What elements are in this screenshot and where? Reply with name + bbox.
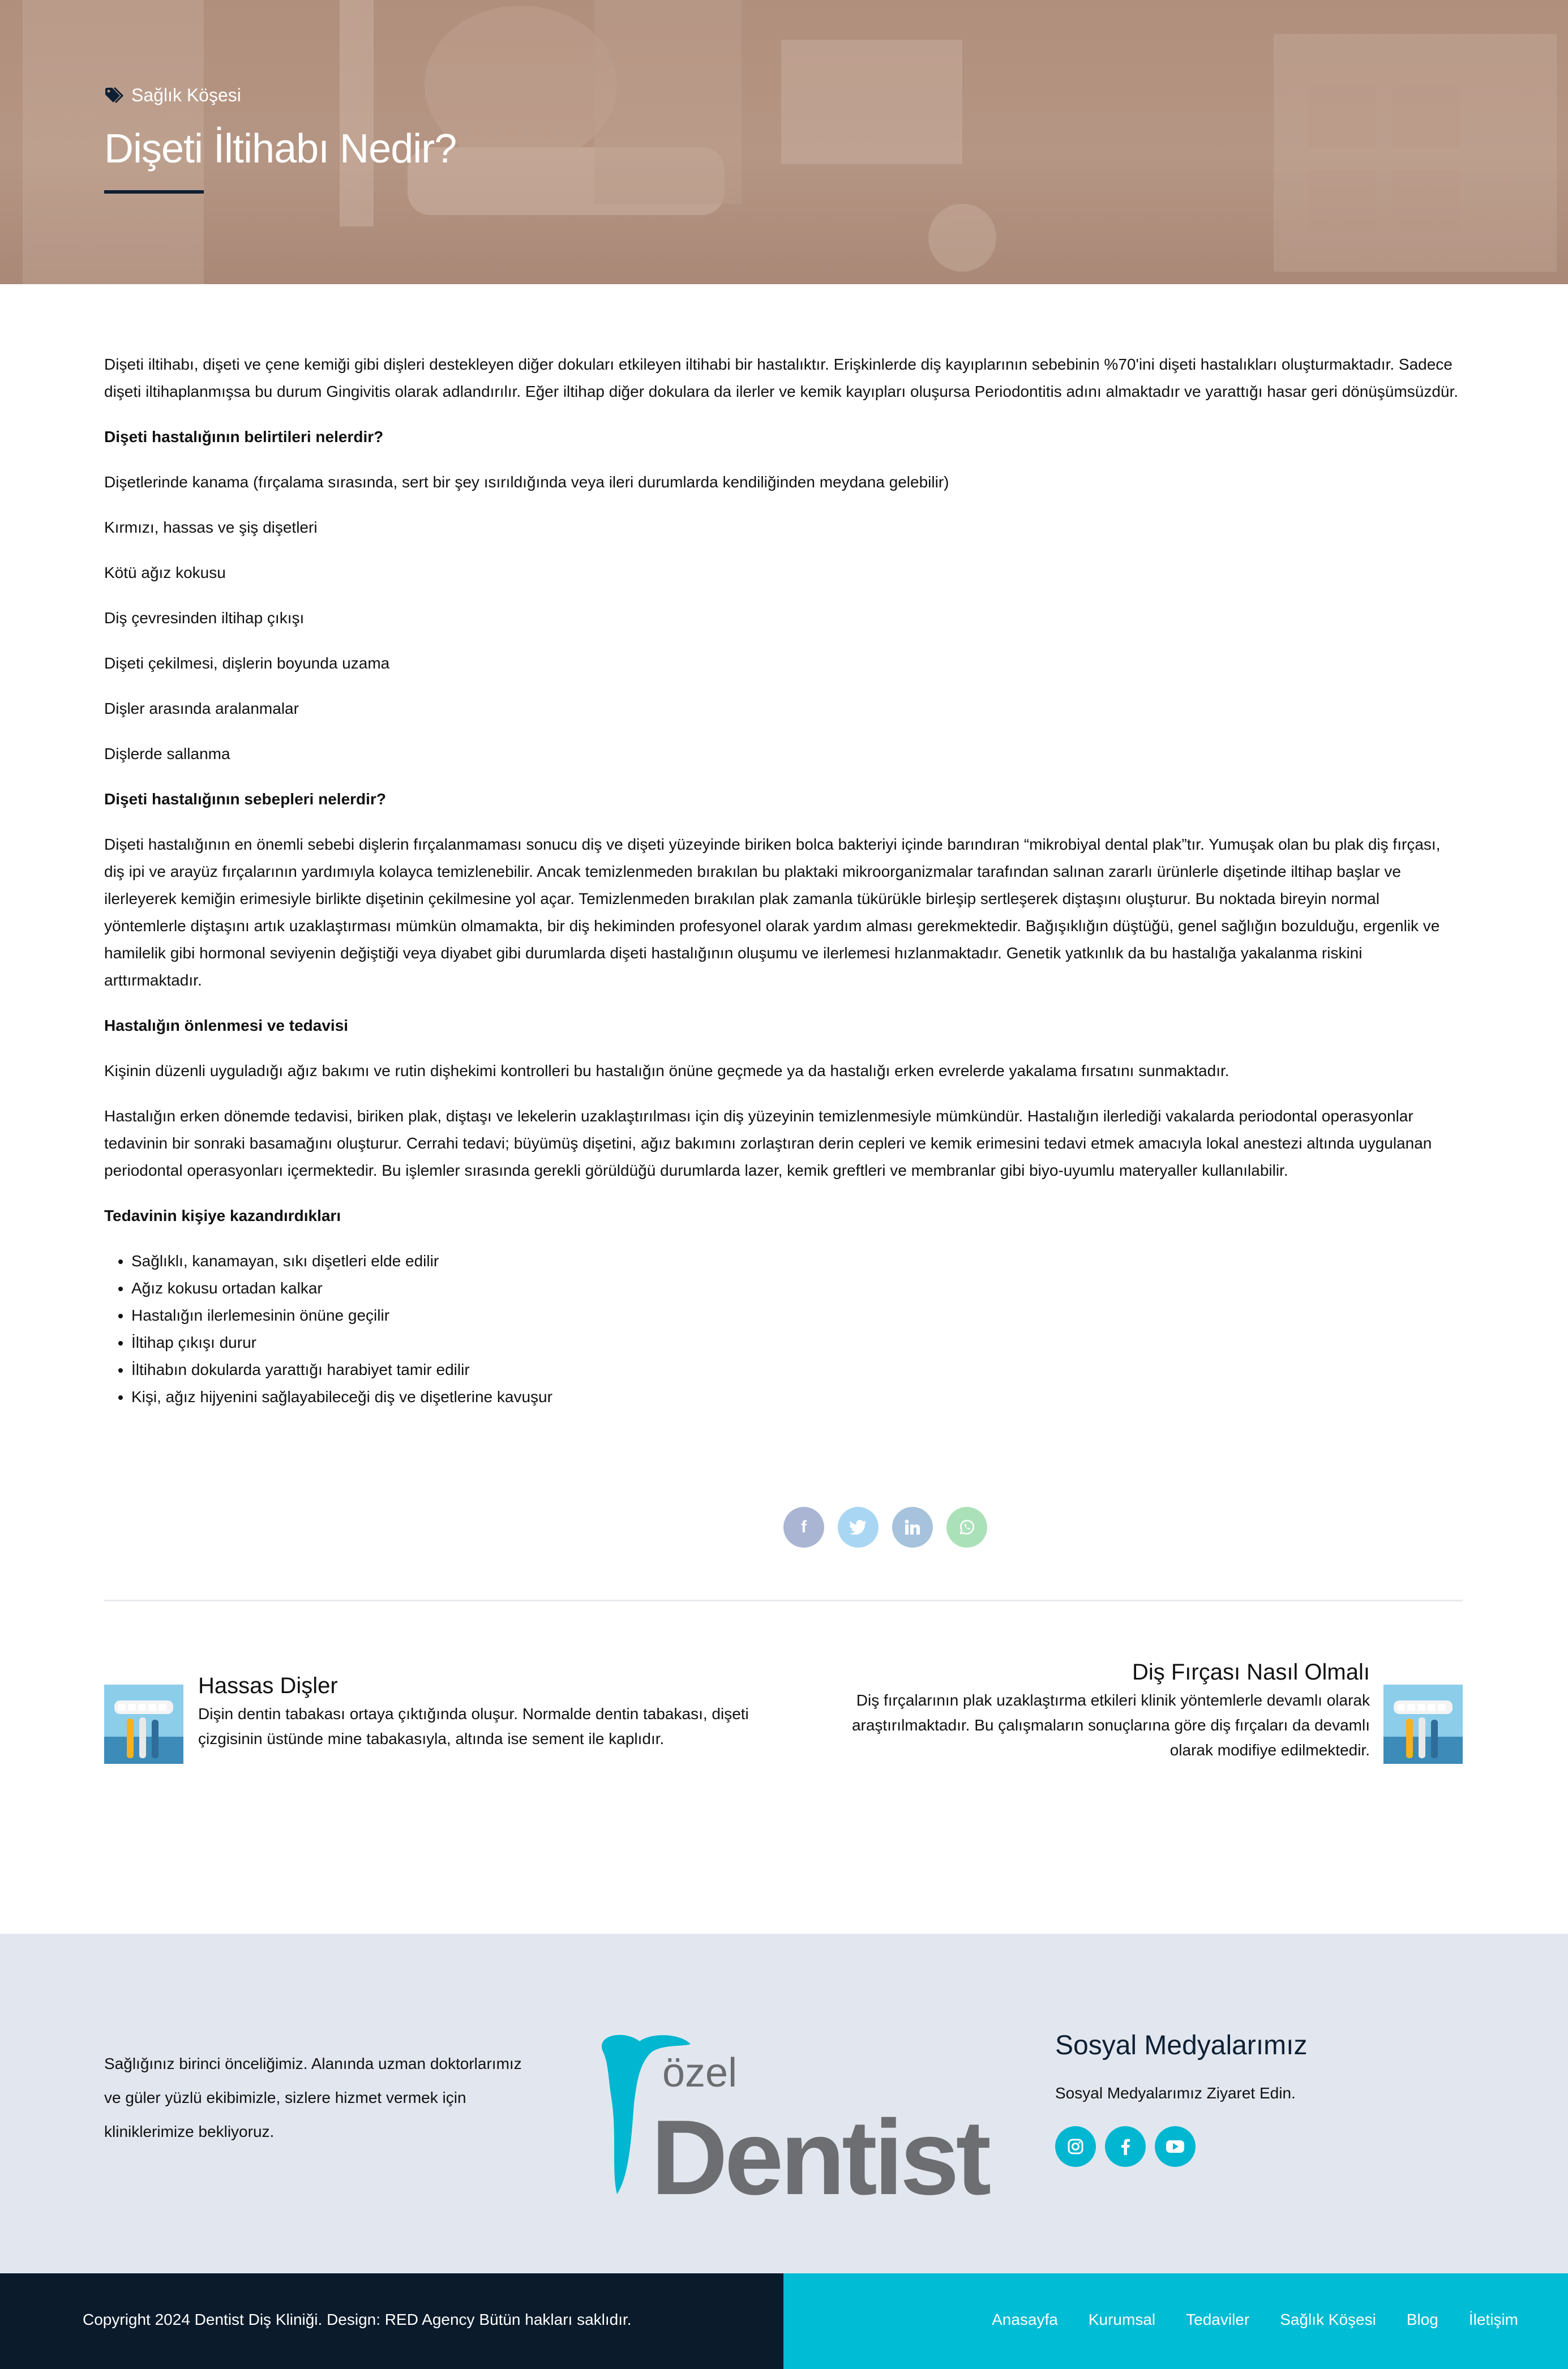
- prev-post-title[interactable]: Hassas Dişler: [198, 1673, 338, 1698]
- benefits-list: [104, 1248, 1463, 1411]
- prevention-paragraph-1: Kişinin düzenli uyguladığı ağız bakımı ve rutin dişhekimi kontrolleri bu hastalığın önüne geçmede ya da hastalığı erken evrelerde yakalama fırsatını sunmaktadır.: [104, 1062, 1229, 1079]
- copyright-text: Copyright 2024 Dentist Diş Kliniği. Design: RED Agency Bütün hakları saklıdır.: [83, 2311, 632, 2328]
- list-item: • Hastalığın ilerlemesinin önüne geçilir: [131, 1302, 1463, 1329]
- social-subtitle: Sosyal Medyalarımız Ziyaret Edin.: [1055, 2084, 1296, 2102]
- youtube-link[interactable]: [1155, 2126, 1196, 2167]
- category-link[interactable]: Sağlık Köşesi: [131, 84, 241, 105]
- next-post-thumbnail[interactable]: [1383, 1685, 1463, 1764]
- facebook-icon: [1120, 2138, 1130, 2155]
- symptom-item: Dişeti çekilmesi, dişlerin boyunda uzama: [104, 654, 390, 672]
- list-item: • İltihabın dokularda yarattığı harabiyet tamir edilir: [131, 1356, 1463, 1383]
- nav-link-iletisim[interactable]: İletişim: [1468, 2311, 1518, 2328]
- next-post[interactable]: [815, 1656, 1370, 1763]
- causes-paragraph: Dişeti hastalığının en önemli sebebi dişlerin fırçalanmaması sonucu diş ve dişeti yüzeyinde biriken bolca bakteriyi içinde barındıran “mikrobiyal dental plak”tır. Yumuşak olan bu plak diş fırçası, diş ipi ve arayüz fırçalarının yardımıyla kolayca temizlenebilir. Ancak temizlenmeden bırakılan bu plaktaki mikroorganizmalar tarafından salınan zararlı ürünlerle dişetinde iltihap başlar ve ilerleyerek kemiğin erimesiyle birlikte dişetinin çekilmesine yol açar. Temizlenmeden bırakılan plak zamanla tükürükle birleşip sertleşerek diştaşını oluşturur. Bu noktada bireyin normal yöntemlerle diştaşını artık uzaklaştırması mümkün olmamakta, bir diş hekiminden profesyonel olarak yardım alması gerekmektedir. Bağışıklığın düştüğü, genel sağlığın bozulduğu, ergenlik ve hamilelik gibi hormonal seviyenin değiştiği veya diyabet gibi durumlarda dişeti hastalığının oluşumu ve ilerlemesi hızlanmaktadır. Genetik yatkınlık da bu hastalığa yakalanma riskini arttırmaktadır.: [104, 836, 1441, 989]
- facebook-link[interactable]: [1105, 2126, 1146, 2167]
- footer-about-text: Sağlığınız birinci önceliğimiz. Alanında uzman doktorlarımız ve güler yüzlü ekibimizle, sizlere hizmet vermek için kliniklerimize bekliyoruz.: [104, 2055, 522, 2140]
- youtube-icon: [1166, 2139, 1185, 2154]
- dental-model-image: [104, 1685, 183, 1764]
- tags-icon: [104, 87, 125, 104]
- breadcrumb[interactable]: [104, 83, 241, 108]
- social-title: Sosyal Medyalarımız: [1055, 2030, 1308, 2060]
- dental-model-image: [1383, 1685, 1463, 1764]
- prevention-paragraph-2: Hastalığın erken dönemde tedavisi, biriken plak, diştaşı ve lekelerin uzaklaştırılması için diş yüzeyinin temizlenmesiyle mümkündür. Hastalığın ilerlediği vakalarda periodontal operasyonlar tedavinin bir sonraki basamağını oluşturur. Cerrahi tedavi; büyümüş dişetini, ağız bakımını zorlaştıran derin cepleri ve kemik erimesini tedavi etmek amacıyla lokal anestezi altında uygulanan periodontal operasyonları içermektedir. Bu işlemler sırasında gerekli görüldüğü durumlarda lazer, kemik greftleri ve membranlar gibi biyo-uyumlu materyaller kullanılabilir.: [104, 1107, 1432, 1179]
- prev-post-thumbnail[interactable]: [104, 1685, 183, 1764]
- share-buttons: [783, 1507, 987, 1548]
- nav-link-saglik-kosesi[interactable]: Sağlık Köşesi: [1280, 2311, 1376, 2328]
- symptom-item: Dişetlerinde kanama (fırçalama sırasında, sert bir şey ısırıldığında veya ileri durumlarda kendiliğinden meydana gelebilir): [104, 473, 949, 491]
- next-post-title[interactable]: Diş Fırçası Nasıl Olmalı: [1132, 1660, 1370, 1685]
- hero-banner: [0, 0, 1568, 284]
- share-whatsapp-button[interactable]: [946, 1507, 987, 1548]
- logo-small-text: özel: [662, 2050, 738, 2096]
- symptom-item: Diş çevresinden iltihap çıkışı: [104, 609, 305, 627]
- heading-causes: Dişeti hastalığının sebepleri nelerdir?: [104, 790, 386, 808]
- prev-post[interactable]: [198, 1670, 787, 1751]
- heading-symptoms: Dişeti hastalığının belirtileri nelerdir?: [104, 428, 384, 445]
- title-underline: [104, 190, 204, 194]
- prev-post-excerpt: Dişin dentin tabakası ortaya çıktığında oluşur. Normalde dentin tabakası, dişeti çizgisinin üstünde mine tabakasıyla, altında ise sement ile kaplıdır.: [198, 1705, 749, 1747]
- heading-benefits: Tedavinin kişiye kazandırdıkları: [104, 1207, 341, 1224]
- list-item: • Kişi, ağız hijyenini sağlayabileceği diş ve dişetlerine kavuşur: [131, 1383, 1463, 1411]
- share-linkedin-button[interactable]: [892, 1507, 933, 1548]
- article-content: [104, 351, 1463, 1411]
- footer: [0, 1934, 1568, 2273]
- nav-link-tedaviler[interactable]: Tedaviler: [1186, 2311, 1250, 2328]
- instagram-link[interactable]: [1055, 2126, 1096, 2167]
- share-twitter-button[interactable]: [838, 1507, 879, 1548]
- facebook-icon: f: [801, 1518, 807, 1536]
- nav-link-kurumsal[interactable]: Kurumsal: [1088, 2311, 1156, 2328]
- dentist-logo[interactable]: [583, 2030, 988, 2217]
- logo-big-text: Dentist: [651, 2098, 988, 2217]
- list-item: • İltihap çıkışı durur: [131, 1329, 1463, 1356]
- nav-link-anasayfa[interactable]: Anasayfa: [992, 2311, 1058, 2328]
- linkedin-icon: [905, 1519, 920, 1535]
- share-facebook-button[interactable]: [783, 1507, 824, 1548]
- list-item: • Sağlıklı, kanamayan, sıkı dişetleri elde edilir: [131, 1248, 1463, 1275]
- symptom-item: Dişlerde sallanma: [104, 745, 230, 762]
- social-links: [1055, 2126, 1196, 2167]
- heading-prevention: Hastalığın önlenmesi ve tedavisi: [104, 1017, 349, 1034]
- next-post-excerpt: Diş fırçalarının plak uzaklaştırma etkileri klinik yöntemlerle devamlı olarak araştırılmaktadır. Bu çalışmaların sonuçlarına göre diş fırçaları da devamlı olarak modifiye edilmektedir.: [851, 1691, 1370, 1759]
- instagram-icon: [1067, 2138, 1084, 2155]
- footer-nav: [992, 2311, 1518, 2329]
- section-divider: [104, 1600, 1463, 1601]
- whatsapp-icon: [958, 1519, 975, 1536]
- nav-link-blog[interactable]: Blog: [1406, 2311, 1438, 2328]
- list-item: • Ağız kokusu ortadan kalkar: [131, 1275, 1463, 1302]
- twitter-icon: [850, 1520, 867, 1535]
- symptom-item: Kötü ağız kokusu: [104, 564, 226, 581]
- symptom-item: Dişler arasında aralanmalar: [104, 700, 299, 717]
- article-intro: Dişeti iltihabı, dişeti ve çene kemiği gibi dişleri destekleyen diğer dokuları etkileyen iltihabi bir hastalıktır. Erişkinlerde diş kayıplarının sebebinin %70'ini dişeti hastalıkları oluşturmaktadır. Sadece dişeti iltihaplanmışsa bu durum Gingivitis olarak adlandırılır. Eğer iltihap diğer dokulara da ilerler ve kemik kayıpları oluşursa Periodontitis adını almaktadır ve yarattığı hasar geri dönüşümsüzdür.: [104, 355, 1459, 400]
- page-title: Dişeti İltihabı Nedir?: [104, 126, 457, 172]
- symptom-item: Kırmızı, hassas ve şiş dişetleri: [104, 519, 318, 536]
